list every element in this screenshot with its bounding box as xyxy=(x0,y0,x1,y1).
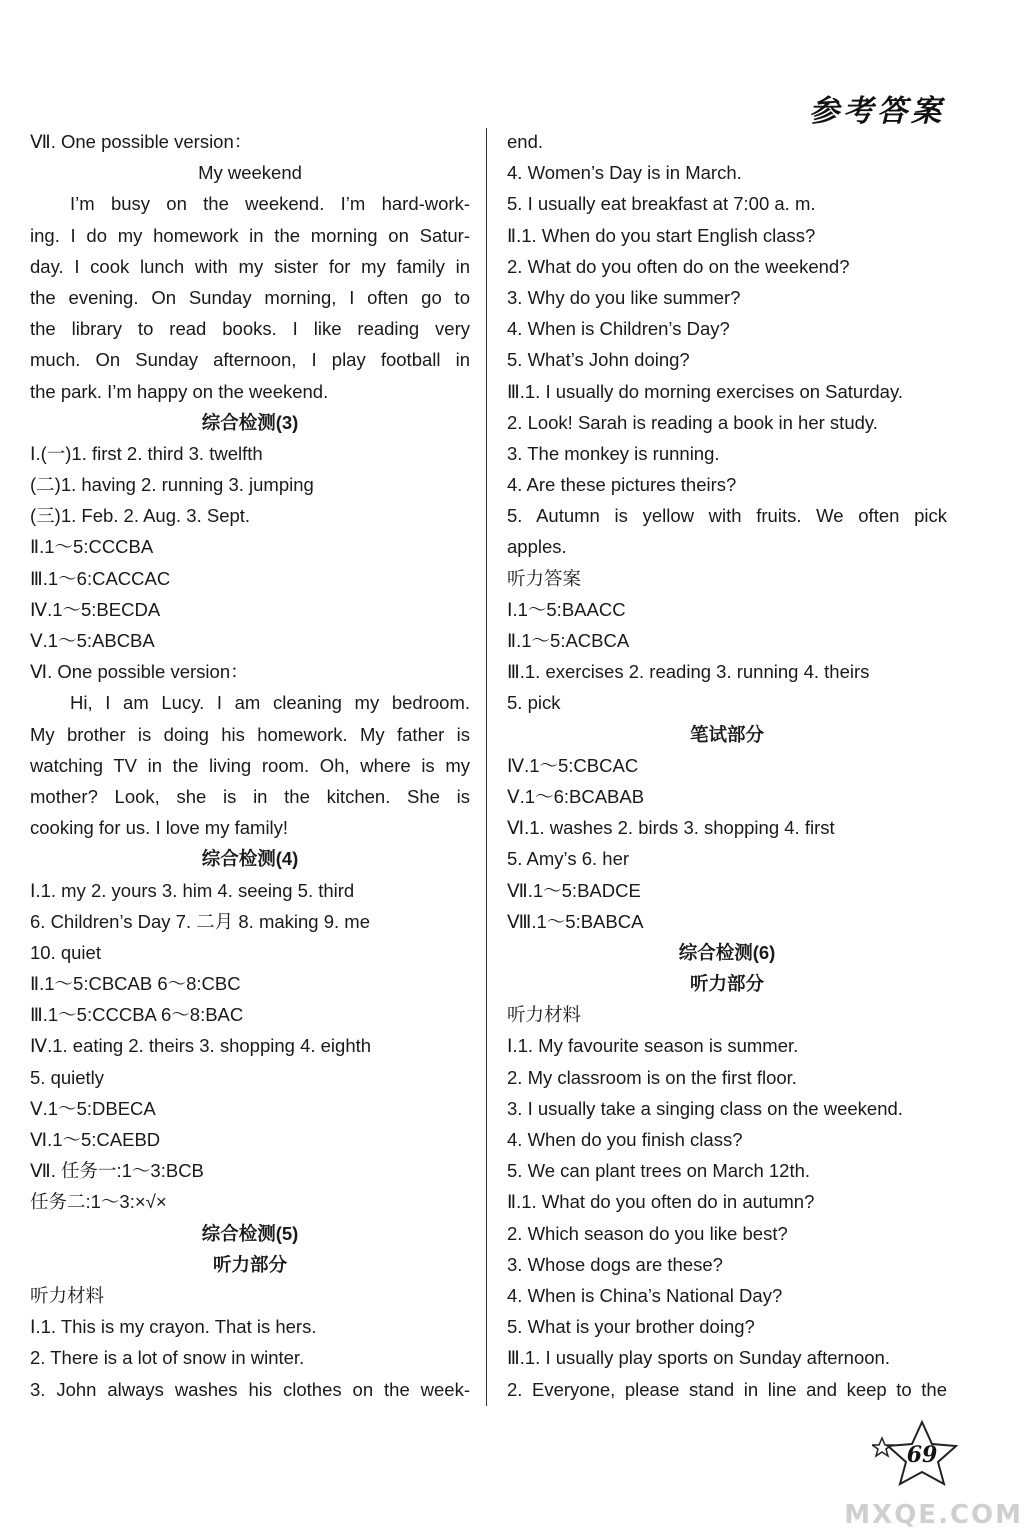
answer-line: 5. Amy’s 6. her xyxy=(507,848,630,870)
answer-line: Ⅰ.1～5:BAACC xyxy=(507,598,626,620)
answer-line: 10. quiet xyxy=(30,941,101,963)
answer-line: apples. xyxy=(507,536,567,558)
answer-line: end. xyxy=(507,131,544,152)
right-column xyxy=(507,126,947,1405)
answer-line: Ⅳ.1. eating 2. theirs 3. shopping 4. eighth xyxy=(30,1035,372,1057)
answer-line: Ⅲ.1. I usually play sports on Sunday afternoon. xyxy=(507,1347,890,1369)
answer-line: Ⅴ.1～6:BCABAB xyxy=(507,785,645,807)
answer-line: 2. Everyone, please stand in line and keep to the xyxy=(507,1378,947,1400)
answer-line: mother? Look, she is in the kitchen. She is xyxy=(30,785,470,807)
answer-line: Ⅱ.1. What do you often do in autumn? xyxy=(507,1191,815,1213)
answer-line: the evening. On Sunday morning, I often go to xyxy=(30,286,470,308)
answer-line: Ⅳ.1～5:BECDA xyxy=(30,598,161,620)
answer-line: Ⅳ.1～5:CBCAC xyxy=(507,754,639,776)
answer-line: 3. Whose dogs are these? xyxy=(507,1253,723,1275)
answer-line: Ⅶ. One possible version： xyxy=(30,131,253,152)
answer-line: 2. What do you often do on the weekend? xyxy=(507,255,850,277)
answer-line: 任务二:1～3:×√× xyxy=(30,1191,167,1213)
answer-line: Ⅴ.1～5:DBECA xyxy=(30,1097,156,1119)
answer-line: 综合检测(5) xyxy=(201,1222,299,1244)
answer-line: Hi, I am Lucy. I am cleaning my bedroom. xyxy=(70,692,470,714)
answer-line: 听力材料 xyxy=(30,1284,105,1306)
answer-line: the park. I’m happy on the weekend. xyxy=(30,380,329,402)
answer-line: watching TV in the living room. Oh, where is my xyxy=(30,754,470,776)
answer-line: Ⅱ.1. When do you start English class? xyxy=(507,224,816,246)
left-column xyxy=(30,126,470,1405)
answer-line: 5. What’s John doing? xyxy=(507,349,690,371)
answer-line: 笔试部分 xyxy=(689,723,764,745)
page-number: 69 xyxy=(906,1442,938,1468)
answer-line: 2. Which season do you like best? xyxy=(507,1222,788,1244)
answer-line: 2. My classroom is on the first floor. xyxy=(507,1066,797,1088)
answer-line: (三)1. Feb. 2. Aug. 3. Sept. xyxy=(30,505,251,527)
answer-line: 4. When is China’s National Day? xyxy=(507,1284,783,1306)
answer-line: 听力答案 xyxy=(507,567,582,589)
answer-line: Ⅰ.1. my 2. yours 3. him 4. seeing 5. third xyxy=(30,879,355,901)
answer-line: Ⅱ.1～5:CBCAB 6～8:CBC xyxy=(30,973,241,995)
answer-line: Ⅲ.1. I usually do morning exercises on Saturday. xyxy=(507,380,903,402)
answer-line: Ⅲ.1. exercises 2. reading 3. running 4. theirs xyxy=(507,661,870,683)
answer-line: 综合检测(3) xyxy=(201,411,299,433)
answer-line: Ⅶ.1～5:BADCE xyxy=(507,879,641,901)
answer-line: Ⅵ.1. washes 2. birds 3. shopping 4. first xyxy=(507,817,835,839)
answer-line: 5. quietly xyxy=(30,1066,105,1088)
answer-line: 5. pick xyxy=(507,692,561,714)
answer-line: 3. I usually take a singing class on the weekend. xyxy=(507,1097,903,1119)
answer-line: 听力材料 xyxy=(507,1004,582,1026)
answer-line: the library to read books. I like reading very xyxy=(30,318,470,340)
answer-line: 5. I usually eat breakfast at 7:00 a. m. xyxy=(507,193,816,215)
answer-line: 3. John always washes his clothes on the week- xyxy=(30,1378,470,1400)
answer-line: 听力部分 xyxy=(212,1253,287,1275)
answer-line: 4. Are these pictures theirs? xyxy=(507,474,737,496)
answer-line: (二)1. having 2. running 3. jumping xyxy=(30,474,314,496)
answer-line: 综合检测(6) xyxy=(678,941,776,963)
answer-line: Ⅲ.1～5:CCCBA 6～8:BAC xyxy=(30,1004,244,1026)
column-divider xyxy=(486,128,487,1406)
answer-line: ing. I do my homework in the morning on Satur- xyxy=(30,224,470,246)
answer-line: I’m busy on the weekend. I’m hard-work- xyxy=(70,193,470,215)
answer-line: Ⅴ.1～5:ABCBA xyxy=(30,630,155,651)
answer-line: day. I cook lunch with my sister for my family in xyxy=(30,255,470,277)
answer-line: 4. When do you finish class? xyxy=(507,1129,743,1150)
answer-line: Ⅷ.1～5:BABCA xyxy=(507,910,644,932)
answer-line: 听力部分 xyxy=(689,973,764,995)
page-number-badge xyxy=(872,1418,962,1488)
answer-line: 4. When is Children’s Day? xyxy=(507,318,730,340)
answer-line: Ⅰ.(一)1. first 2. third 3. twelfth xyxy=(30,442,263,464)
answer-line: Ⅵ. One possible version： xyxy=(30,661,249,683)
answer-line: My brother is doing his homework. My father is xyxy=(30,723,470,745)
answer-line: cooking for us. I love my family! xyxy=(30,817,289,839)
answer-line: Ⅲ.1～6:CACCAC xyxy=(30,567,171,589)
watermark: MXQE.COM xyxy=(844,1500,1023,1530)
answer-line: Ⅱ.1～5:CCCBA xyxy=(30,536,154,558)
answer-line: 2. There is a lot of snow in winter. xyxy=(30,1347,305,1369)
answer-line: Ⅰ.1. My favourite season is summer. xyxy=(507,1035,799,1057)
answer-line: 2. Look! Sarah is reading a book in her study. xyxy=(507,411,878,433)
answer-line: 3. The monkey is running. xyxy=(507,442,720,464)
answer-line: 3. Why do you like summer? xyxy=(507,286,741,308)
answer-line: much. On Sunday afternoon, I play football in xyxy=(30,349,470,371)
answer-line: Ⅱ.1～5:ACBCA xyxy=(507,630,630,651)
answer-line: 5. Autumn is yellow with fruits. We often pick xyxy=(507,505,947,527)
answer-line: 6. Children’s Day 7. 二月 8. making 9. me xyxy=(30,910,370,932)
answer-line: 5. We can plant trees on March 12th. xyxy=(507,1160,811,1182)
answer-line: 5. What is your brother doing? xyxy=(507,1316,755,1338)
answer-line: Ⅵ.1～5:CAEBD xyxy=(30,1129,161,1150)
answer-line: Ⅰ.1. This is my crayon. That is hers. xyxy=(30,1316,317,1338)
answer-line: Ⅶ. 任务一:1～3:BCB xyxy=(30,1160,204,1182)
answer-line: My weekend xyxy=(198,162,302,184)
answer-line: 综合检测(4) xyxy=(201,848,299,870)
answer-line: 4. Women’s Day is in March. xyxy=(507,162,742,184)
page-header-title: 参考答案 xyxy=(809,94,945,129)
star-icon xyxy=(872,1418,962,1488)
